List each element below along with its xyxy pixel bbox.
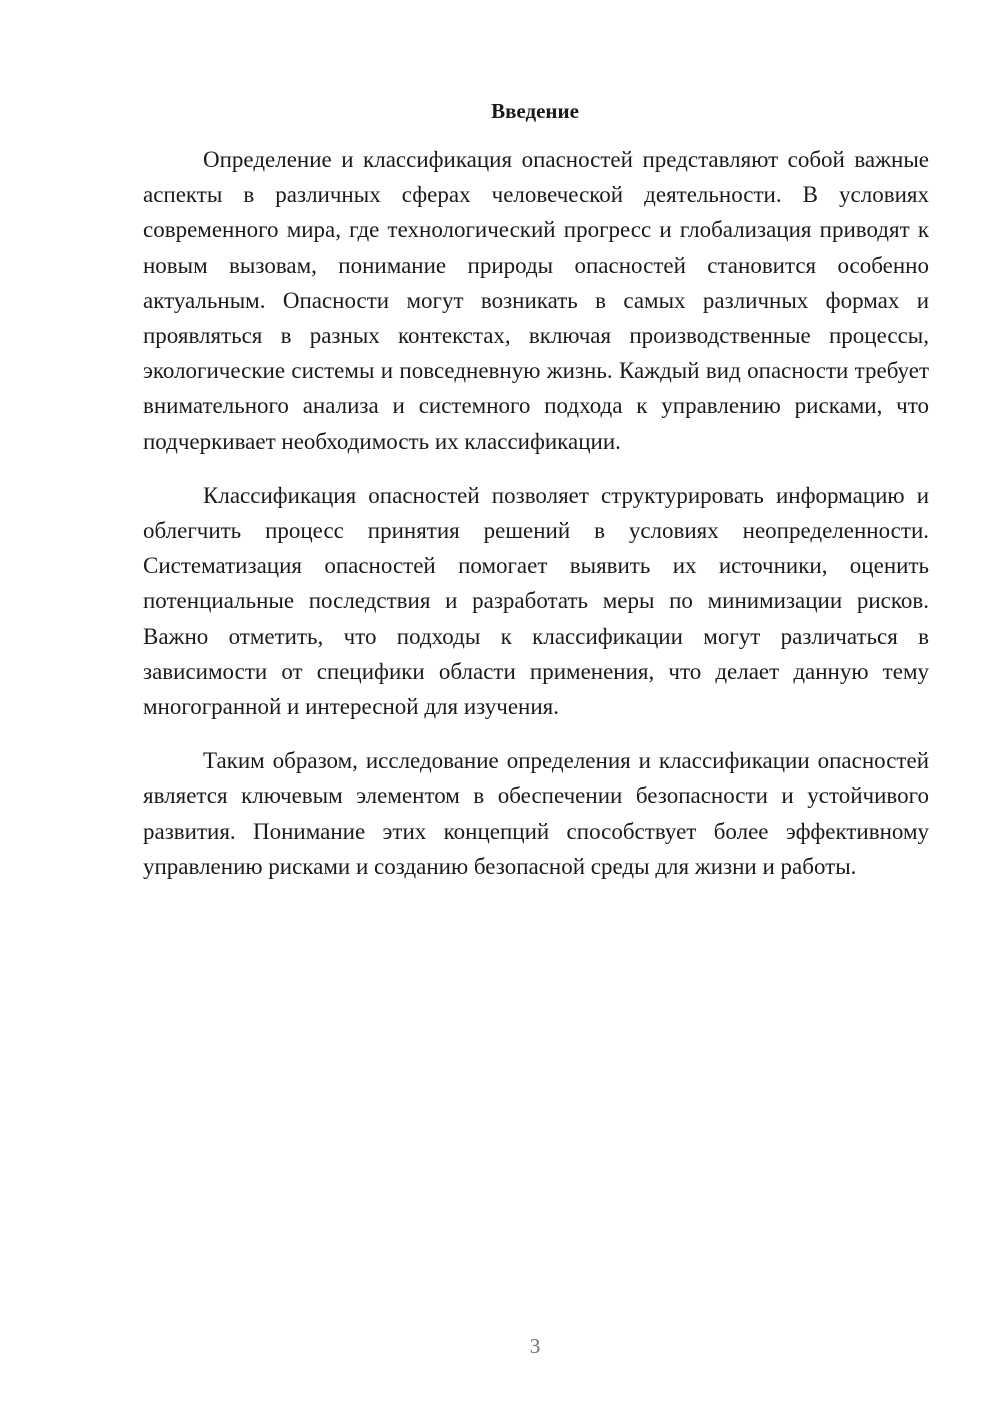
body-text (143, 142, 929, 903)
paragraph-3: Таким образом, исследование определения и классификации опасностей является ключевым элементом в обеспечении безопасности и устойчивого развития. Понимание этих концепций способствует более эффективному управлению рисками и созданию безопасной среды для жизни и работы. (143, 748, 929, 879)
paragraph-2: Классификация опасностей позволяет структурировать информацию и облегчить процесс принятия решений в условиях неопределенности. Систематизация опасностей помогает выявить их источники, оценить потенциальные последствия и разработать меры по минимизации рисков. Важно отметить, что подходы к классификации могут различаться в зависимости от специфики области применения, что делает данную тему многогранной и интересной для изучения. (143, 482, 929, 720)
section-title: Введение (491, 99, 579, 123)
paragraph-1: Определение и классификация опасностей представляют собой важные аспекты в различных сферах человеческой деятельности. В условиях современного мира, где технологический прогресс и глобализация приводят к новым вызовам, понимание природы опасностей становится особенно актуальным. Опасности могут возникать в самых различных формах и проявляться в разных контекстах, включая производственные процессы, экологические системы и повседневную жизнь. Каждый вид опасности требует внимательного анализа и системного подхода к управлению рисками, что подчеркивает необходимость их классификации. (143, 147, 929, 454)
page-number: 3 (529, 1334, 541, 1358)
